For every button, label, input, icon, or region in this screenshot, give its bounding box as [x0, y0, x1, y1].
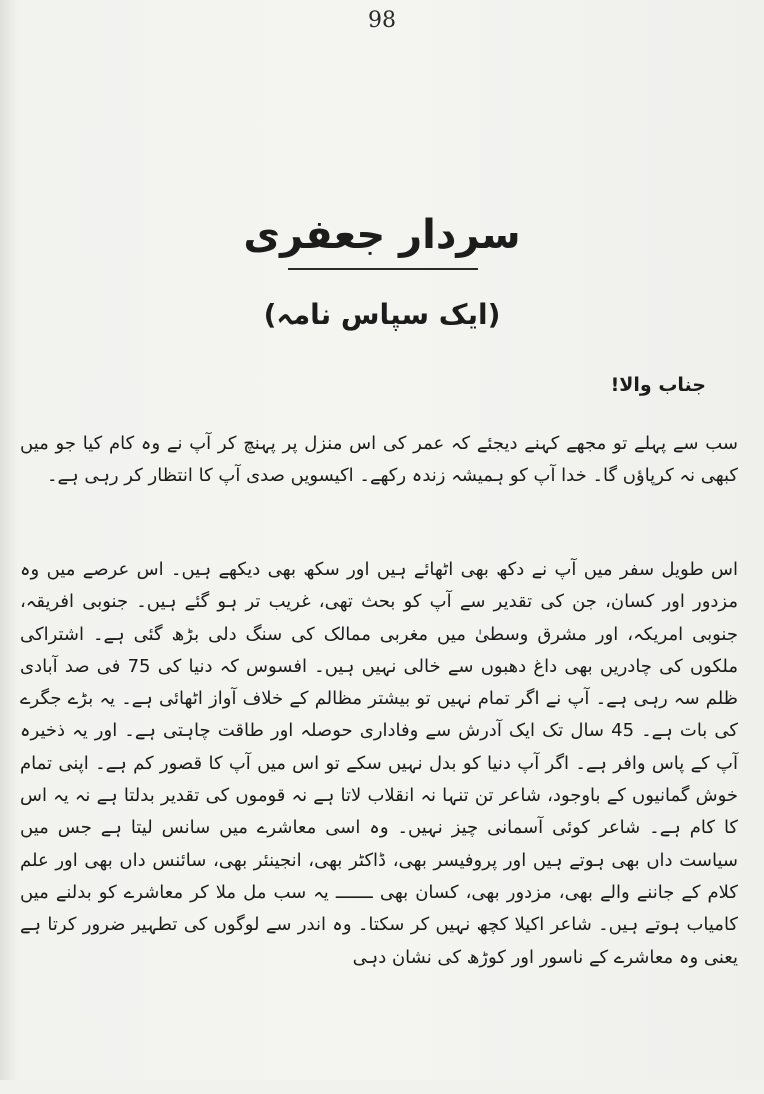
title-underline: [288, 268, 478, 270]
paragraph: اس طویل سفر میں آپ نے دکھ بھی اٹھائے ہیں اور سکھ بھی دیکھے ہیں۔ اس عرصے میں وہ مزدور اور کسان، جن کی تقدیر سے آپ کو بحث تھی، غریب تر ہو گئے ہیں۔ جنوبی افریقہ، جنوبی امریکہ، اور مشرق وسطیٰ میں مغربی ممالک کی سنگ دلی بڑھ گئی ہے۔ اشتراکی ملکوں کی چادریں بھی داغ دھبوں سے خالی نہیں ہیں۔ افسوس کہ دنیا کی 75 فی صد آبادی ظلم سہ رہی ہے۔ آپ نے اگر تمام نہیں تو بیشتر مظالم کے خلاف آواز اٹھائی ہے۔ یہ بڑے جگرے کی بات ہے۔ 45 سال تک ایک آدرش سے وفاداری حوصلہ اور طاقت چاہتی ہے۔ اور یہ ذخیرہ آپ کے پاس وافر ہے۔ اگر آپ دنیا کو بدل نہیں سکے تو اس میں آپ کا قصور کم ہے۔ اپنی تمام خوش گمانیوں کے باوجود، شاعر تن تنہا نہ انقلاب لاتا ہے نہ قوموں کی تقدیر بدلتا ہے نہ یہ اس کا کام ہے۔ شاعر کوئی آسمانی چیز نہیں۔ وہ اسی معاشرے میں سانس لیتا ہے جس میں سیاست داں بھی ہوتے ہیں اور پروفیسر بھی، ڈاکٹر بھی، انجینئر بھی، سائنس داں بھی اور علم کلام کے جاننے والے بھی، مزدور بھی، کسان بھی ـــــــ یہ سب مل ملا کر معاشرے کو بدلنے میں کامیاب ہوتے ہیں۔ شاعر اکیلا کچھ نہیں کر سکتا۔ وہ اندر سے لوگوں کی تطہیر ضرور کرتا ہے یعنی وہ معاشرے کے ناسور اور کوڑھ کی نشان دہی: [20, 559, 739, 968]
salutation: جناب والا!: [610, 374, 706, 396]
page-number: 98: [368, 8, 396, 33]
paragraph: سب سے پہلے تو مجھے کہنے دیجئے کہ عمر کی اس منزل پر پہنچ کر آپ نے وہ کام کیا جو میں کبھی نہ کرپاؤں گا۔ خدا آپ کو ہمیشہ زندہ رکھے۔ اکیسویں صدی آپ کا انتظار کر رہی ہے۔: [20, 433, 738, 487]
chapter-title: سردار جعفری: [243, 212, 521, 258]
chapter-subtitle: (ایک سپاس نامہ): [263, 298, 501, 331]
